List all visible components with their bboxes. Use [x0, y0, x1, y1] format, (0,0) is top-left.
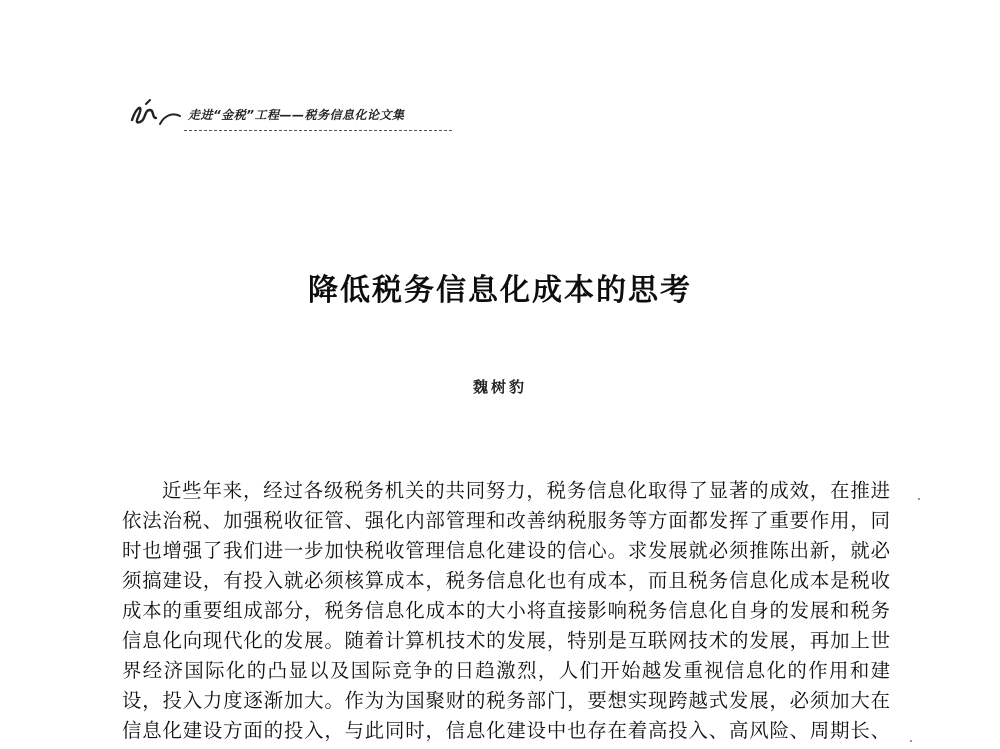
logo-mark: [126, 96, 184, 132]
body-line: 设，投入力度逐渐加大。作为为国聚财的税务部门，要想实现跨越式发展，必须加大在: [122, 689, 890, 712]
article-body: [122, 476, 890, 746]
scan-speck: [918, 498, 920, 500]
body-line: 须搞建设，有投入就必须核算成本，税务信息化也有成本，而且税务信息化成本是税收: [122, 569, 890, 592]
body-line: 近些年来，经过各级税务机关的共同努力，税务信息化取得了显著的成效，在推进: [162, 479, 890, 502]
body-line: 信息化建设方面的投入，与此同时，信息化建设中也存在着高投入、高风险、周期长、: [122, 719, 890, 742]
running-header: [126, 96, 452, 136]
scan-speck: [910, 740, 912, 742]
body-line: 成本的重要组成部分，税务信息化成本的大小将直接影响税务信息化自身的发展和税务: [122, 599, 890, 622]
header-rule: [184, 130, 452, 131]
article-title: 降低税务信息化成本的思考: [308, 273, 692, 308]
header-title: 走进“金税”工程——税务信息化论文集: [188, 108, 405, 122]
body-line: 界经济国际化的凸显以及国际竞争的日趋激烈，人们开始越发重视信息化的作用和建: [122, 659, 890, 682]
article-author: 魏树豹: [472, 378, 527, 396]
body-line: 依法治税、加强税收征管、强化内部管理和改善纳税服务等方面都发挥了重要作用，同: [122, 509, 890, 532]
body-line: 信息化向现代化的发展。随着计算机技术的发展，特别是互联网技术的发展，再加上世: [122, 629, 890, 652]
body-line: 时也增强了我们进一步加快税收管理信息化建设的信心。求发展就必须推陈出新，就必: [122, 539, 890, 562]
